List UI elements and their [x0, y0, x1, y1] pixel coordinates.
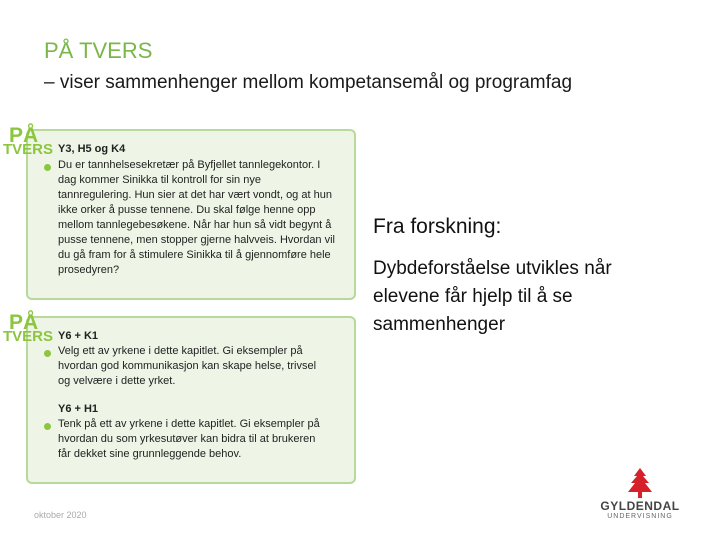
research-title: Fra forskning:: [373, 215, 502, 238]
slide-subtitle: – viser sammenhenger mellom kompetansemål og programfag: [44, 72, 573, 93]
bullet-icon: [44, 164, 51, 171]
pa-tvers-logo: [3, 311, 54, 345]
logo-tvers-text: TVERS: [3, 141, 54, 158]
pa-tvers-logo: [3, 124, 54, 158]
bullet-icon: [44, 423, 51, 430]
tree-icon: [627, 468, 653, 498]
bullet-icon: [44, 350, 51, 357]
gyldendal-logo: [594, 468, 686, 520]
publisher-sub: UNDERVISNING: [607, 513, 673, 520]
slide-title: PÅ TVERS: [44, 38, 153, 63]
logo-pa-text: PÅ: [9, 311, 39, 334]
logo-tvers-text: TVERS: [3, 328, 54, 345]
task-text: Tenk på ett av yrkene i dette kapitlet. Gi eksempler på hvordan du som yrkesutøver kan bidra til at brukeren får dekket sine grunnleggende behov.: [58, 418, 320, 460]
task-code: Y6 + K1: [58, 330, 99, 342]
task-text: Du er tannhelsesekretær på Byfjellet tannlegekontor. I dag kommer Sinikka til kontroll for sin nye tannregulering. Hun sier at det har vært vondt, og at hun ikke orker å pusse tennene. Du skal følge henne opp mellom tannlegebesøkene. Når har hun så vidt begynt å pusse tennene, men stopper gjerne halvveis. Hvordan vil du gå fram for å stimulere Sinikka til å gjennomføre hele prosedyren?: [58, 159, 335, 276]
footer-date: oktober 2020: [34, 510, 87, 520]
task-code: Y3, H5 og K4: [58, 143, 126, 155]
publisher-name: GYLDENDAL: [600, 499, 680, 513]
logo-pa-text: PÅ: [9, 124, 39, 147]
research-body: Dybdeforståelse utvikles når elevene får hjelp til å se sammenhenger: [373, 258, 612, 335]
task-code: Y6 + H1: [58, 403, 99, 415]
task-text: Velg ett av yrkene i dette kapitlet. Gi eksempler på hvordan god kommunikasjon kan skape helse, trivsel og velvære i dette yrket.: [58, 345, 317, 387]
